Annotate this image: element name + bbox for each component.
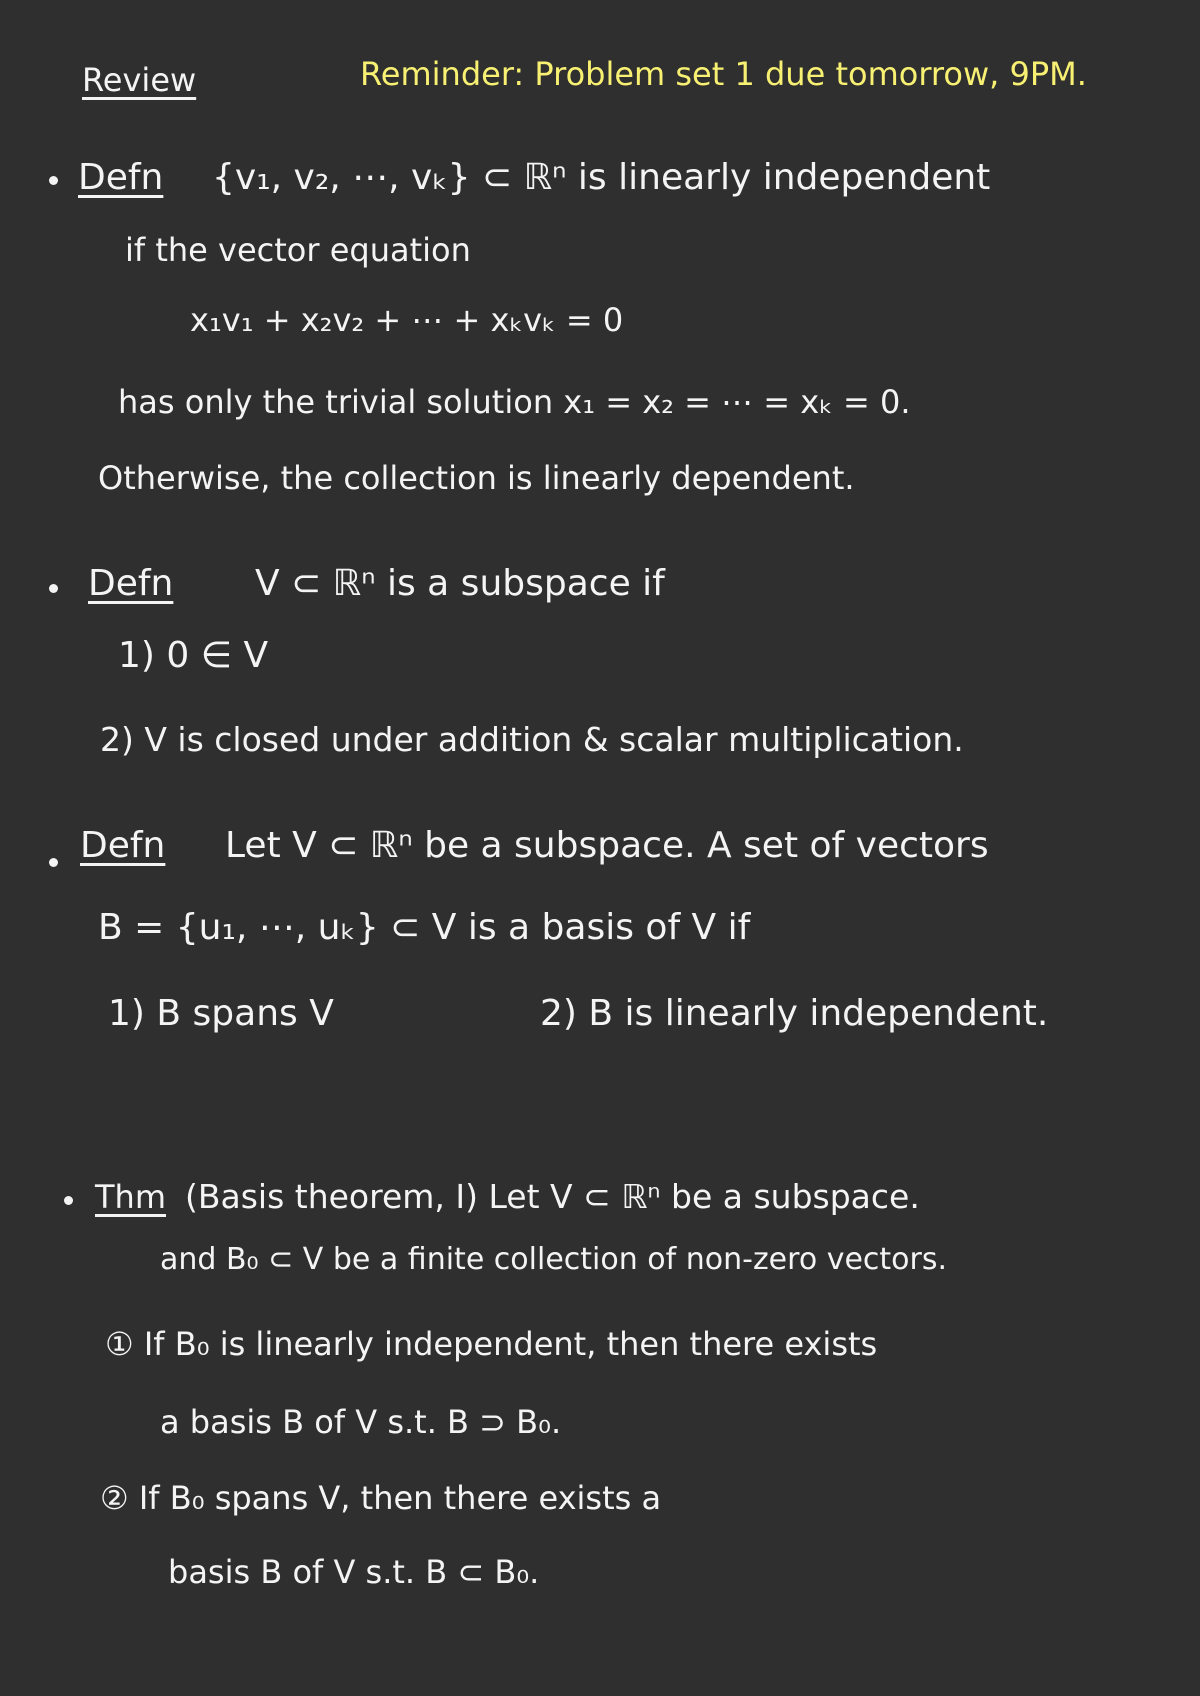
defn-label: Defn (78, 157, 164, 198)
basis-condition: 1) B spans V (108, 993, 334, 1034)
definition-text: if the vector equation (125, 231, 471, 269)
theorem-text: and B₀ ⊂ V be a finite collection of non-zero vectors. (160, 1242, 948, 1277)
subspace-condition: 2) V is closed under addition & scalar multiplication. (100, 720, 964, 759)
defn-label: Defn (88, 563, 174, 604)
definition-text: B = {u₁, ⋯, uₖ} ⊂ V is a basis of V if (98, 907, 751, 948)
bullet-dot (49, 176, 58, 185)
basis-condition: 2) B is linearly independent. (540, 993, 1049, 1034)
theorem-label: Thm (95, 1178, 166, 1216)
theorem-title: (Basis theorem, I) Let V ⊂ ℝⁿ be a subspace. (185, 1177, 920, 1216)
theorem-text: basis B of V s.t. B ⊂ B₀. (168, 1553, 540, 1591)
definition-text: has only the trivial solution x₁ = x₂ = ⋯ = xₖ = 0. (118, 383, 911, 421)
vector-equation: x₁v₁ + x₂v₂ + ⋯ + xₖvₖ = 0 (190, 301, 624, 339)
subspace-definition: V ⊂ ℝⁿ is a subspace if (255, 563, 665, 604)
bullet-dot (64, 1196, 73, 1205)
definition-text: Otherwise, the collection is linearly dependent. (98, 459, 855, 497)
bullet-dot (49, 858, 58, 867)
linear-independence-definition: {v₁, v₂, ⋯, vₖ} ⊂ ℝⁿ is linearly independent (212, 157, 991, 198)
theorem-part-one: ① If B₀ is linearly independent, then there exists (105, 1325, 878, 1363)
defn-label: Defn (80, 825, 166, 866)
review-heading: Review (82, 61, 197, 99)
subspace-condition: 1) 0 ∈ V (118, 635, 269, 676)
theorem-text: a basis B of V s.t. B ⊃ B₀. (160, 1403, 562, 1441)
theorem-part-two: ② If B₀ spans V, then there exists a (100, 1479, 662, 1517)
reminder-text: Reminder: Problem set 1 due tomorrow, 9PM. (360, 55, 1087, 93)
bullet-dot (49, 584, 58, 593)
basis-definition: Let V ⊂ ℝⁿ be a subspace. A set of vectors (225, 825, 989, 866)
